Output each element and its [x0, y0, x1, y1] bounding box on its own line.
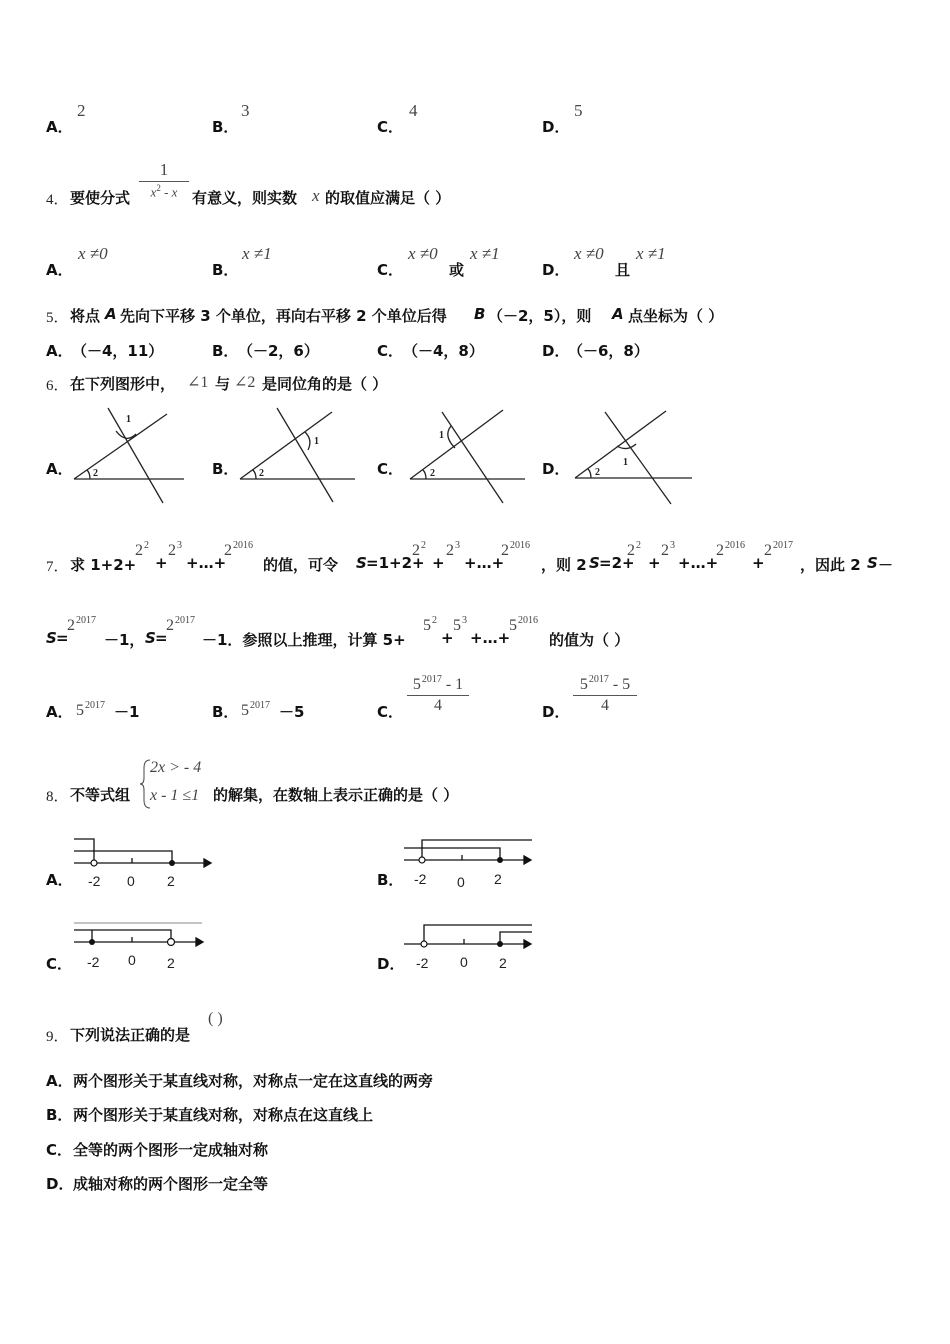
q8-number-line-c	[74, 920, 214, 976]
q6-d-mark-1: 1	[623, 457, 628, 468]
q7-l1-e: =2+	[599, 554, 635, 572]
fraction-bar	[407, 695, 469, 696]
q7-l1-c: =1+2+	[366, 554, 425, 572]
q3-option-a-label[interactable]: A．	[46, 118, 73, 136]
q5-stem-c: （－2，5），则	[488, 307, 592, 325]
q7-l1-pow-2-3: $2^3$	[168, 540, 182, 559]
q7-l1-dots-3: +…+	[678, 554, 719, 572]
q5-option-b-label[interactable]: B．	[212, 342, 239, 360]
q6-a-mark-1: 1	[126, 414, 131, 425]
q9-option-d-label[interactable]: D．	[46, 1175, 74, 1193]
q4-option-c-join: 或	[449, 261, 465, 279]
q5-stem-b: 先向下平移 3 个单位，再向右平移 2 个单位后得	[120, 307, 447, 325]
q5-option-b-value: （－2，6）	[238, 342, 319, 360]
q7-l2-eq-1: =	[56, 629, 69, 647]
q4-stem-b: 有意义，则实数	[192, 189, 298, 207]
q8-option-b-label[interactable]: B．	[377, 871, 404, 889]
q4-fraction	[139, 160, 189, 200]
q7-l2-c: 的值为（ ）	[549, 631, 630, 649]
q9-option-a-text: 两个图形关于某直线对称，对称点一定在这直线的两旁	[73, 1072, 434, 1090]
q8-ineq-2: x - 1 ≤1	[150, 787, 200, 804]
q7-l2-plus: +	[441, 629, 454, 647]
q8-option-c-label[interactable]: C．	[46, 955, 73, 973]
q8-b-tick-0: 0	[457, 874, 465, 890]
q8-a-tick-0: 0	[127, 873, 135, 889]
q6-angle-1: ∠1	[187, 374, 209, 391]
q5-stem-a: 将点	[70, 307, 101, 325]
q7-l1-pow-2-2-c: $2^2$	[627, 540, 641, 559]
q6-b-mark-1: 1	[314, 436, 319, 447]
q4-var: x	[312, 186, 320, 205]
q4-option-d-join: 且	[615, 261, 631, 279]
q9-option-a-label[interactable]: A．	[46, 1072, 73, 1090]
q7-option-c-den: 4	[434, 697, 442, 714]
q7-l1-pow-2-2016-b: $2^{2016}$	[501, 540, 530, 559]
q7-option-c-num-rest: - 1	[441, 676, 464, 693]
q4-option-a-expr: x ≠0	[78, 244, 108, 263]
q3-option-d-value: 5	[574, 101, 583, 120]
q7-l1-pow-2-3-c: $2^3$	[661, 540, 675, 559]
q7-option-a-label[interactable]: A．	[46, 703, 73, 721]
q4-option-c-expr1: x ≠0	[408, 244, 438, 263]
q7-l2-a: －1，	[104, 631, 145, 649]
q7-option-c-label[interactable]: C．	[377, 703, 404, 721]
q6-stem-c: 是同位角的是（ ）	[262, 375, 388, 393]
q4-option-a-label[interactable]: A．	[46, 261, 73, 279]
q7-l2-s-2: S	[145, 629, 156, 647]
q8-ineq-1: 2x > - 4	[150, 759, 202, 776]
q7-option-a-suffix: －1	[114, 703, 140, 721]
q8-number: 8．	[46, 789, 69, 805]
q9-option-d-text: 成轴对称的两个图形一定全等	[73, 1175, 269, 1193]
q6-option-d-label[interactable]: D．	[542, 460, 570, 478]
q3-option-c-label[interactable]: C．	[377, 118, 404, 136]
q9-option-c-text: 全等的两个图形一定成轴对称	[73, 1141, 269, 1159]
q7-l1-plus-4: +	[752, 554, 765, 572]
q9-stem: 下列说法正确的是	[70, 1026, 191, 1044]
q4-stem-c: 的取值应满足（ ）	[325, 189, 451, 207]
q3-option-c-value: 4	[409, 101, 418, 120]
q4-frac-den-rest: - x	[160, 184, 178, 200]
q6-figure-a	[60, 400, 200, 510]
q3-option-a-value: 2	[77, 101, 86, 120]
q7-l1-f: ，因此 2	[800, 556, 861, 574]
q6-stem-b: 与	[215, 375, 231, 393]
q6-angle-2: ∠2	[234, 374, 256, 391]
q4-frac-den-x: x	[150, 184, 157, 200]
q9-option-c-label[interactable]: C．	[46, 1141, 73, 1159]
q6-option-a-label[interactable]: A．	[46, 460, 73, 478]
q8-a-tick-neg2: -2	[88, 873, 101, 889]
q7-l1-dots-1: +…+	[186, 554, 227, 572]
q5-stem-d: 点坐标为（ ）	[628, 307, 724, 325]
q5-number: 5．	[46, 310, 69, 326]
q8-number-line-d	[404, 920, 544, 976]
q7-l2-pow-5-2016: $5^{2016}$	[509, 615, 538, 634]
q6-c-mark-2: 2	[430, 468, 435, 479]
q8-c-tick-2: 2	[167, 955, 175, 971]
q6-option-b-label[interactable]: B．	[212, 460, 239, 478]
q7-l1-g: －	[878, 556, 894, 574]
q7-l2-pow-2-2017: $2^{2017}$	[67, 615, 96, 634]
q8-b-tick-2: 2	[494, 871, 502, 887]
q7-l1-pow-2-2016: $2^{2016}$	[224, 540, 253, 559]
q9-option-b-text: 两个图形关于某直线对称，对称点在这直线上	[73, 1106, 374, 1124]
q7-l2-b: －1．参照以上推理，计算 5+	[202, 631, 406, 649]
q6-b-mark-2: 2	[259, 468, 264, 479]
q8-stem-a: 不等式组	[70, 786, 131, 804]
q4-option-d-expr1: x ≠0	[574, 244, 604, 263]
q4-stem-a: 要使分式	[70, 189, 131, 207]
q7-l1-d: ，则 2	[541, 556, 587, 574]
q8-b-tick-neg2: -2	[414, 871, 427, 887]
q6-stem-a: 在下列图形中，	[70, 375, 176, 393]
q7-l1-plus-3: +	[648, 554, 661, 572]
q7-l2-eq-2: =	[155, 629, 168, 647]
q7-l2-pow-5-2: $5^2$	[423, 615, 437, 634]
q7-l1-s-3: S	[867, 554, 878, 572]
q3-option-b-value: 3	[241, 101, 250, 120]
q7-option-b-label[interactable]: B．	[212, 703, 239, 721]
q4-number: 4．	[46, 192, 69, 208]
q7-option-d-den: 4	[601, 697, 609, 714]
q7-l1-pow-2-2-b: $2^2$	[412, 540, 426, 559]
q5-option-d-label[interactable]: D．	[542, 342, 570, 360]
q8-d-tick-neg2: -2	[416, 955, 429, 971]
q9-option-b-label[interactable]: B．	[46, 1106, 73, 1124]
q7-l1-pow-2-3-b: $2^3$	[446, 540, 460, 559]
q7-option-b-pow: $5^{2017}$	[241, 700, 270, 719]
q9-number: 9．	[46, 1029, 69, 1045]
q8-c-tick-neg2: -2	[87, 954, 100, 970]
q7-l1-dots-2: +…+	[464, 554, 505, 572]
q7-number: 7．	[46, 559, 69, 575]
q4-option-c-label[interactable]: C．	[377, 261, 404, 279]
q6-figure-b	[225, 400, 365, 510]
q5-option-a-label[interactable]: A．	[46, 342, 73, 360]
q5-point-a: A	[105, 305, 117, 323]
q8-a-tick-2: 2	[167, 873, 175, 889]
q8-number-line-a	[74, 836, 214, 892]
q5-option-a-value: （－4，11）	[72, 342, 164, 360]
q7-option-d-fraction: $5^{2017} - 5$ 4	[573, 674, 637, 715]
q7-l1-pow-2-2017: $2^{2017}$	[764, 540, 793, 559]
q4-frac-den-exp: 2	[156, 183, 161, 193]
q7-option-b-suffix: －5	[279, 703, 305, 721]
q7-l2-dots: +…+	[470, 629, 511, 647]
q3-option-d-label[interactable]: D．	[542, 118, 570, 136]
q8-c-tick-0: 0	[128, 952, 136, 968]
q8-option-d-label[interactable]: D．	[377, 955, 405, 973]
q5-point-a-2: A	[612, 305, 624, 323]
q7-l1-pow-2-2016-c: $2^{2016}$	[716, 540, 745, 559]
q5-option-c-value: （－4，8）	[403, 342, 484, 360]
q6-c-mark-1: 1	[439, 430, 444, 441]
q8-option-a-label[interactable]: A．	[46, 871, 73, 889]
fraction-bar	[573, 695, 637, 696]
q7-option-a-pow: $5^{2017}$	[76, 700, 105, 719]
q7-l2-pow-2-2017-b: $2^{2017}$	[166, 615, 195, 634]
q8-d-tick-0: 0	[460, 954, 468, 970]
q8-number-line-b	[404, 836, 544, 892]
q6-option-c-label[interactable]: C．	[377, 460, 404, 478]
q7-l1-plus-1: +	[155, 554, 168, 572]
q7-option-c-fraction: $5^{2017} - 1$ 4	[407, 674, 469, 715]
q6-figure-d	[560, 400, 700, 510]
q7-l1-a: 求 1+2+	[70, 556, 137, 574]
q5-option-c-label[interactable]: C．	[377, 342, 404, 360]
q4-option-d-expr2: x ≠1	[636, 244, 666, 263]
q6-number: 6．	[46, 378, 69, 394]
q8-stem-b: 的解集，在数轴上表示正确的是（ ）	[213, 786, 459, 804]
q6-d-mark-2: 2	[595, 467, 600, 478]
fraction-bar	[139, 181, 189, 182]
q7-l2-s-1: S	[46, 629, 57, 647]
q7-l1-pow-2-2: $2^2$	[135, 540, 149, 559]
q7-l2-pow-5-3: $5^3$	[453, 615, 467, 634]
q8-d-tick-2: 2	[499, 955, 507, 971]
q4-option-c-expr2: x ≠1	[470, 244, 500, 263]
q7-option-d-num-rest: - 5	[608, 676, 631, 693]
q6-figure-c	[395, 400, 535, 510]
q3-option-b-label[interactable]: B．	[212, 118, 239, 136]
q7-option-d-label[interactable]: D．	[542, 703, 570, 721]
q4-option-d-label[interactable]: D．	[542, 261, 570, 279]
q4-option-b-expr: x ≠1	[242, 244, 272, 263]
q6-a-mark-2: 2	[93, 468, 98, 479]
q7-l1-s-1: S	[356, 554, 367, 572]
q7-l1-s-2: S	[589, 554, 600, 572]
q5-option-d-value: （－6，8）	[568, 342, 649, 360]
q7-l1-b: 的值，可令	[263, 556, 339, 574]
q4-frac-numerator: 1	[159, 160, 169, 179]
q7-l1-plus-2: +	[432, 554, 445, 572]
q4-option-b-label[interactable]: B．	[212, 261, 239, 279]
q9-paren: ( )	[208, 1010, 223, 1027]
q5-point-b: B	[474, 305, 486, 323]
